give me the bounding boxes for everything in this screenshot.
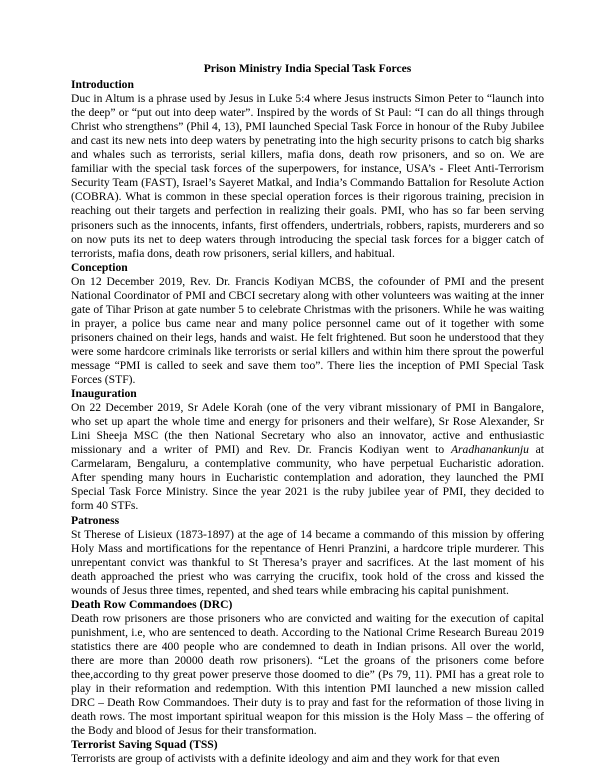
section-heading-introduction: Introduction [71,78,134,92]
page-title: Prison Ministry India Special Task Forces [203,62,412,75]
section-heading-drc: Death Row Commandoes (DRC) [71,597,233,611]
section-text-conception: On 12 December 2019, Rev. Dr. Francis Kodiyan MCBS, the cofounder of PMI and the present National Coordinator of PMI and CBCI secretary along with other volunteers was waiting at the inner gate of Tihar Prison at gate number 5 to celebrate Christmas with the prisoners. While he was waiting in prayer, a police bus came near and many police personnel came out of it together with some prisoners chained on their legs, hands and waist. He felt frightened. But soon he understood that they were some hardcore criminals like terrorists or serial killers and within him there sprout the powerful message “PMI is called to seek and save them too”. There lies the inception of PMI Special Task Forces (STF). [71,274,544,387]
section-heading-inauguration: Inauguration [71,387,137,401]
section-heading-conception: Conception [71,260,128,274]
section-text-patroness: St Therese of Lisieux (1873-1897) at the age of 14 became a commando of this mission by offering Holy Mass and mortifications for the repentance of Henri Pranzini, a hardcore triple murderer. This unrepentant convict was thankful to St Theresa’s prayer and sacrifices. At the last moment of his death approached the priest who was carrying the crucifix, took hold of the cross and kissed the wounds of Jesus three times, repented, and shed tears while embracing his capital punishment. [71,527,544,597]
section-heading-tss: Terrorist Saving Squad (TSS) [71,738,218,752]
section-heading-patroness: Patroness [71,513,120,527]
inauguration-italic-name: Aradhanankunju [450,443,529,457]
section-text-drc: Death row prisoners are those prisoners who are convicted and waiting for the execution of capital punishment, i.e, who are sentenced to death. According to the National Crime Research Bureau 2019 statistics there are 400 people who are condemned to death in Indian prisons. All over the world, there are more than 20000 death row prisoners). “Let the groans of the prisoners come before thee,according to thy great power preserve those doomed to die” (Ps 79, 11). PMI has a great role to play in their reformation and redemption. With this intention PMI launched a new mission called DRC – Death Row Commandoes. Their duty is to pray and fast for the reformation of those living in death rows. The most important spiritual weapon for this mission is the Holy Mass – the offering of the Body and blood of Jesus for their transformation. [71,611,544,738]
section-text-inauguration [71,401,544,513]
section-text-tss: Terrorists are group of activists with a definite ideology and aim and they work for that even [71,752,500,766]
inauguration-text-part-2: at Carmelaram, Bengaluru, a contemplative community, who have perpetual Eucharistic adoration. After spending many hours in Eucharistic contemplation and adoration, they launched the PMI Special Task Force Ministry. Since the year 2021 is the ruby jubilee year of PMI, they decided to form 40 STFs. [71,443,545,513]
section-text-introduction: Duc in Altum is a phrase used by Jesus in Luke 5:4 where Jesus instructs Simon Peter to “launch into the deep” or “put out into deep water”. Inspired by the words of St Paul: “I can do all things through Christ who strengthens” (Phil 4, 13), PMI launched Special Task Force in honour of the Ruby Jubilee and cast its new nets into deep waters by penetrating into the high security prisons to catch big sharks and whales such as terrorists, serial killers, mafia dons, death row prisoners, and so on. We are familiar with the special task forces of the superpowers, for instance, USA’s - Fleet Anti-Terrorism Security Team (FAST), Israel’s Sayeret Matkal, and India’s Commando Battalion for Resolute Action (COBRA). What is common in these special operation forces is their rigorous training, precision in reaching out their targets and perfection in realizing their goals. PMI, who has so far been serving prisoners such as the innocents, infants, first offenders, undertrials, robbers, rapists, murderers and so on now puts its net to deep waters through introducing the special task forces for a bigger catch of terrorists, mafia dons, death row prisoners, serial killers, and habitual. [71,92,544,260]
inauguration-text-part-1: On 22 December 2019, Sr Adele Korah (one of the very vibrant missionary of PMI in Bangalore, who set up apart the whole time and energy for prisoners and their welfare), Sr Rose Alexander, Sr Lini Sheeja MSC (the then National Secretary who also an innovator, active and enthusiastic missionary and a writer of PMI) and Rev. Dr. Francis Kodiyan went to [71,401,544,457]
